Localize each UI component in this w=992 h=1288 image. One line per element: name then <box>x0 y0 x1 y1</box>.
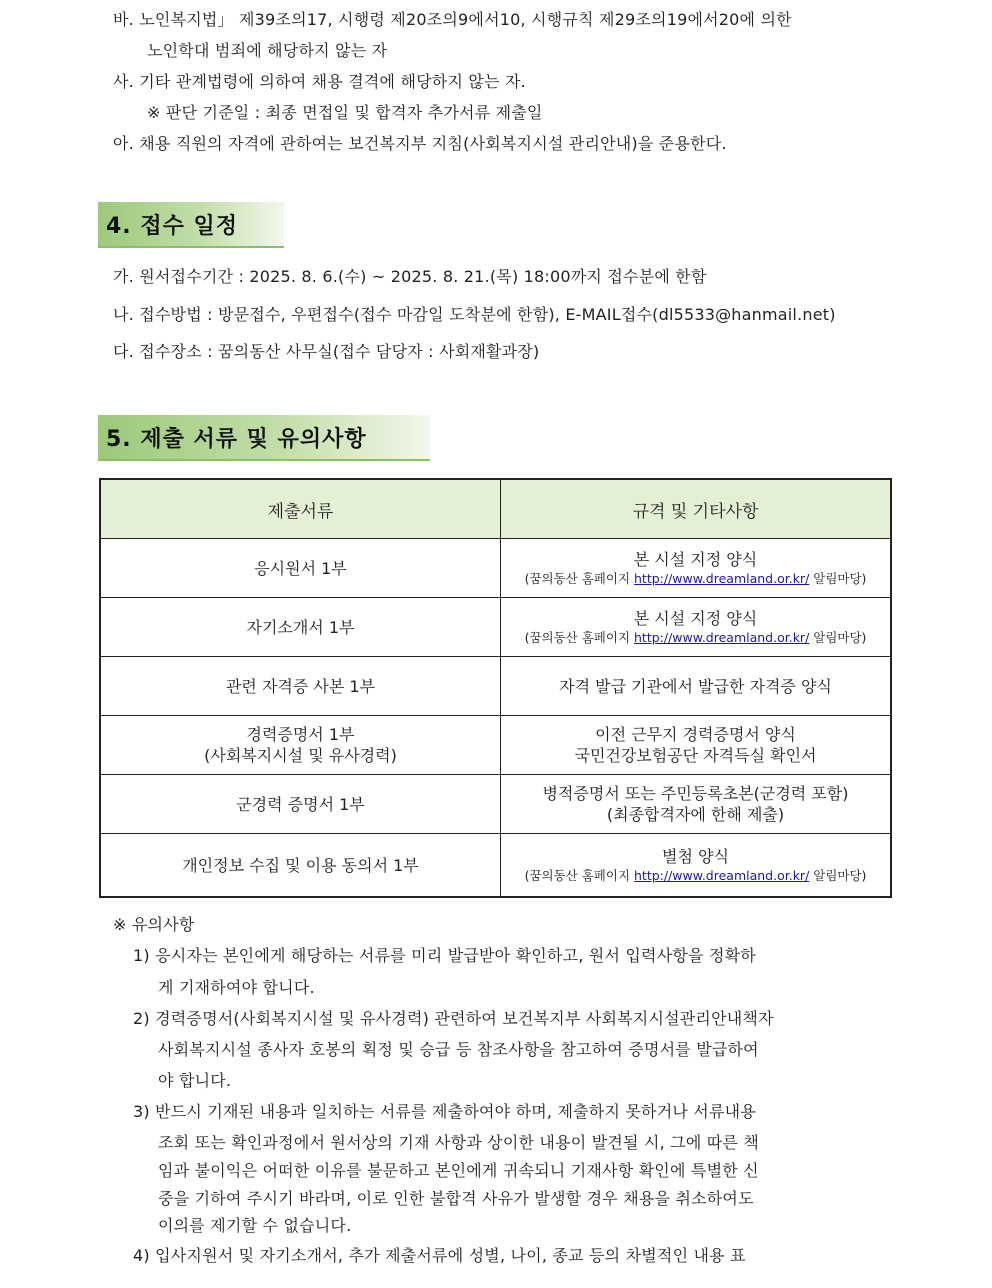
note-2: 2) 경력증명서(사회복지시설 및 유사경력) 관련하여 보건복지부 사회복지시설관리안내책자 <box>133 1009 774 1028</box>
schedule-method: 나. 접수방법 : 방문접수, 우편접수(접수 마감일 도착분에 한함), E-MAIL접수(dl5533@hanmail.net) <box>113 305 836 324</box>
note-2-cont-2: 야 합니다. <box>158 1071 232 1090</box>
spec-line-2: 국민건강보험공단 자격득실 확인서 <box>574 746 817 765</box>
doc-line-2: (사회복지시설 및 유사경력) <box>204 746 397 765</box>
note-4: 4) 입사지원서 및 자기소개서, 추가 제출서류에 성별, 나이, 종교 등의 차별적인 내용 표 <box>133 1246 746 1265</box>
homepage-link[interactable]: http://www.dreamland.or.kr/ <box>634 867 810 883</box>
schedule-period: 가. 원서접수기간 : 2025. 8. 6.(수) ~ 2025. 8. 21.(목) 18:00까지 접수분에 한함 <box>113 267 707 286</box>
spec-line: 본 시설 지정 양식 <box>633 608 758 628</box>
doc-cell <box>100 716 501 775</box>
qualification-item-a: 아. 채용 직원의 자격에 관하여는 보건복지부 지침(사회복지시설 관리안내)을 준용한다. <box>113 134 727 153</box>
documents-table <box>99 478 892 898</box>
spec-homepage-line <box>505 570 886 588</box>
spec-line: 병적증명서 또는 주민등록초본(군경력 포함) <box>542 784 849 803</box>
homepage-link[interactable]: http://www.dreamland.or.kr/ <box>634 570 810 586</box>
qualification-item-ba: 바. 노인복지법」 제39조의17, 시행령 제20조의9에서10, 시행규칙 제29조의19에서20에 의한 <box>113 10 792 29</box>
header-spec: 규격 및 기타사항 <box>501 479 892 539</box>
spec-line: 이전 근무지 경력증명서 양식 <box>595 725 796 744</box>
table-row <box>100 716 891 775</box>
schedule-place: 다. 접수장소 : 꿈의동산 사무실(접수 담당자 : 사회재활과장) <box>113 342 540 361</box>
table-row <box>100 834 891 898</box>
table-row <box>100 657 891 716</box>
qualification-item-sa: 사. 기타 관계법령에 의하여 채용 결격에 해당하지 않는 자. <box>113 72 526 91</box>
spec-prefix: (꿈의동산 홈페이지 <box>524 867 634 883</box>
spec-cell <box>501 834 892 898</box>
notes-title: ※ 유의사항 <box>113 915 195 934</box>
note-3-cont: 조회 또는 확인과정에서 원서상의 기재 사항과 상이한 내용이 발견될 시, 그에 따른 책 <box>158 1133 760 1152</box>
note-3-cont-3: 중을 기하여 주시기 바라며, 이로 인한 불합격 사유가 발생할 경우 채용을 취소하여도 <box>158 1189 754 1208</box>
spec-homepage-line <box>505 629 886 647</box>
note-3-cont-4: 이의를 제기할 수 없습니다. <box>158 1216 352 1235</box>
spec-prefix: (꿈의동산 홈페이지 <box>524 570 634 586</box>
spec-prefix: (꿈의동산 홈페이지 <box>524 629 634 645</box>
note-2-cont: 사회복지시설 종사자 호봉의 획정 및 승급 등 참조사항을 참고하여 증명서를 발급하여 <box>158 1040 759 1059</box>
homepage-link[interactable]: http://www.dreamland.or.kr/ <box>634 629 810 645</box>
header-documents: 제출서류 <box>100 479 501 539</box>
spec-homepage-line <box>505 867 886 885</box>
table-header-row <box>100 479 891 539</box>
doc-cell: 자기소개서 1부 <box>100 598 501 657</box>
qualification-note: ※ 판단 기준일 : 최종 면접일 및 합격자 추가서류 제출일 <box>147 103 543 122</box>
spec-suffix: 알림마당) <box>809 570 867 586</box>
table-row <box>100 775 891 834</box>
spec-cell <box>501 716 892 775</box>
table-row <box>100 539 891 598</box>
spec-cell <box>501 775 892 834</box>
spec-cell: 자격 발급 기관에서 발급한 자격증 양식 <box>501 657 892 716</box>
spec-suffix: 알림마당) <box>809 629 867 645</box>
doc-cell: 관련 자격증 사본 1부 <box>100 657 501 716</box>
spec-line: 별첨 양식 <box>662 846 729 866</box>
doc-cell: 개인정보 수집 및 이용 동의서 1부 <box>100 834 501 898</box>
section-4-title: 4. 접수 일정 <box>106 214 238 239</box>
spec-cell <box>501 598 892 657</box>
section-4-header <box>98 202 284 248</box>
spec-cell <box>501 539 892 598</box>
spec-line: 본 시설 지정 양식 <box>633 549 758 569</box>
doc-cell: 군경력 증명서 1부 <box>100 775 501 834</box>
qualification-item-ba-cont: 노인학대 범죄에 해당하지 않는 자 <box>147 41 388 60</box>
spec-suffix: 알림마당) <box>809 867 867 883</box>
note-1-cont: 게 기재하여야 합니다. <box>158 978 315 997</box>
doc-line: 경력증명서 1부 <box>246 725 355 744</box>
table-row <box>100 598 891 657</box>
section-5-title: 5. 제출 서류 및 유의사항 <box>106 427 367 452</box>
section-5-header <box>98 415 430 461</box>
note-1: 1) 응시자는 본인에게 해당하는 서류를 미리 발급받아 확인하고, 원서 입력사항을 정확하 <box>133 946 756 965</box>
note-3-cont-2: 임과 불이익은 어떠한 이유를 불문하고 본인에게 귀속되니 기재사항 확인에 특별한 신 <box>158 1161 759 1180</box>
doc-cell: 응시원서 1부 <box>100 539 501 598</box>
note-3: 3) 반드시 기재된 내용과 일치하는 서류를 제출하여야 하며, 제출하지 못하거나 서류내용 <box>133 1102 756 1121</box>
spec-line-2: (최종합격자에 한해 제출) <box>606 805 785 824</box>
